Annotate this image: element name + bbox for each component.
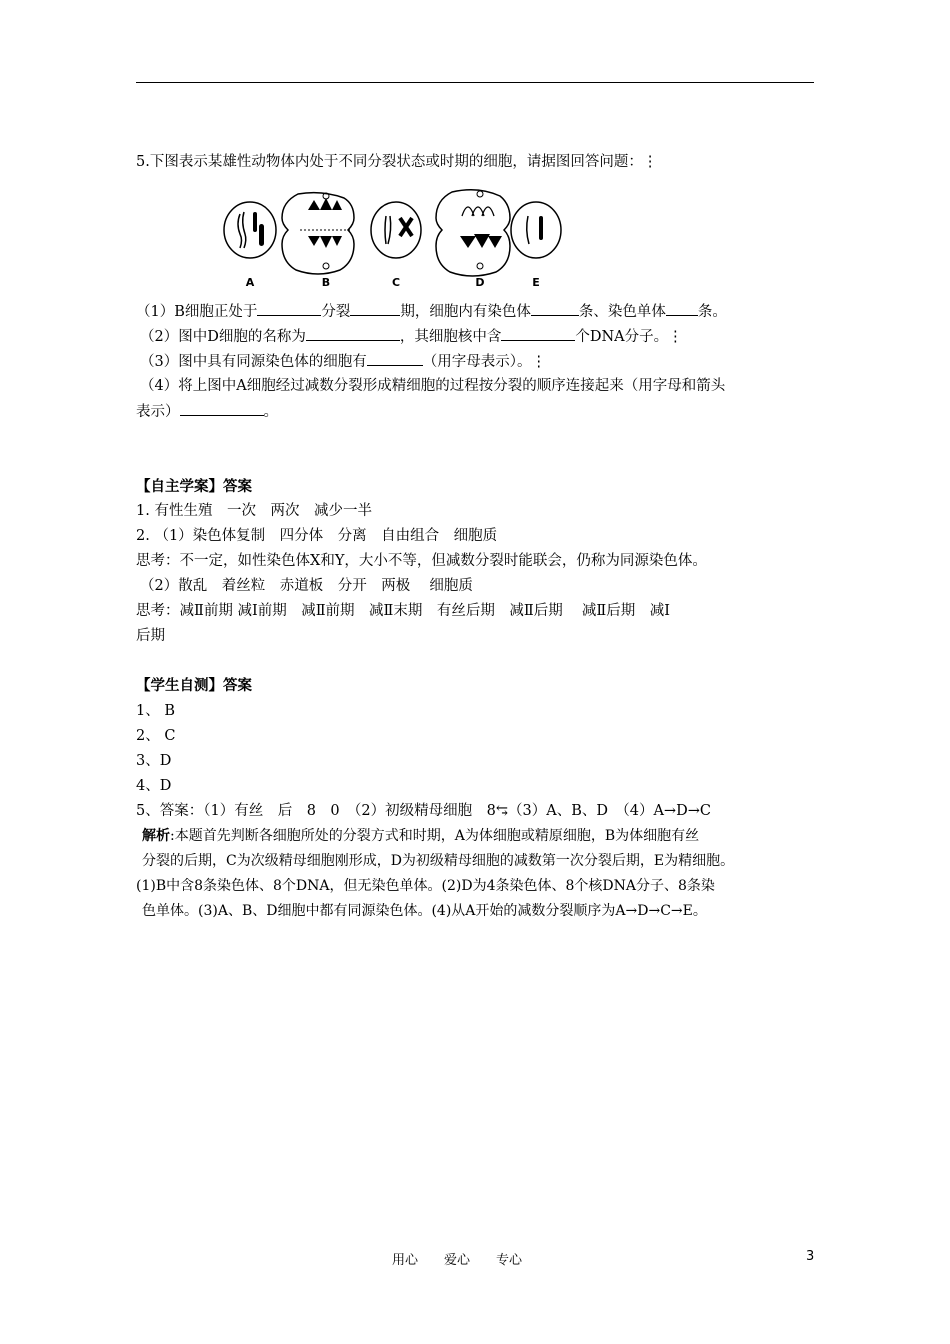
explanation-line: 解析:本题首先判断各细胞所处的分裂方式和时期，A为体细胞或精原细胞，B为体细胞有丝 — [142, 828, 700, 844]
blank-3a — [367, 351, 423, 366]
answer-line: 5、答案：（1）有丝 后 8 0 （2）初级精母细胞 8⥃（3）A、B、D （4）A→D→C — [136, 803, 711, 819]
answer-line: 2. （1）染色体复制 四分体 分离 自由组合 细胞质 — [136, 528, 498, 544]
question-part-4-cont: 表示） 。 — [136, 401, 278, 422]
answer-line: 1、 B — [136, 703, 175, 719]
cell-label-a: A — [245, 276, 255, 289]
header-rule — [136, 82, 814, 83]
question-part-1: （1）B细胞正处于 分裂 期，细胞内有染色体 条、染色单体 条。 — [136, 301, 727, 322]
answer-line: 4、D — [136, 778, 172, 794]
answer-line: 3、D — [136, 753, 172, 769]
cell-label-e: E — [532, 276, 540, 289]
answer-line: 思考：减Ⅱ前期 减Ⅰ前期 减Ⅱ前期 减Ⅱ末期 有丝后期 减Ⅱ后期 减Ⅱ后期 减Ⅰ — [136, 603, 670, 619]
section-heading-zice: 【学生自测】答案 — [136, 678, 252, 694]
question-part-3: （3）图中具有同源染色体的细胞有 （用字母表示）。⋮ — [140, 351, 546, 372]
blank-2a — [306, 326, 400, 341]
cell-label-c: C — [391, 276, 401, 289]
cell-a-diagram — [224, 202, 276, 258]
cell-c-diagram — [371, 202, 421, 258]
cell-division-figure — [216, 186, 576, 290]
blank-4a — [180, 401, 264, 416]
footer-motto: 用心 爱心 专心 — [392, 1253, 523, 1268]
answer-line: 后期 — [136, 628, 165, 644]
explanation-line: (1)B中含8条染色体、8个DNA，但无染色单体。(2)D为4条染色体、8个核DNA分子、8条染 — [136, 878, 715, 894]
cell-d-diagram — [436, 190, 510, 276]
page-number: 3 — [806, 1249, 815, 1264]
cell-b-diagram — [282, 193, 354, 274]
answer-line: 1. 有性生殖 一次 两次 减少一半 — [136, 503, 372, 519]
blank-1c — [531, 301, 579, 316]
explanation-line: 分裂的后期，C为次级精母细胞刚形成，D为初级精母细胞的减数第一次分裂后期，E为精细胞。 — [142, 853, 735, 869]
explanation-line: 色单体。(3)A、B、D细胞中都有同源染色体。(4)从A开始的减数分裂顺序为A→D→C→E。 — [142, 903, 707, 919]
question-title: 5.下图表示某雄性动物体内处于不同分裂状态或时期的细胞，请据图回答问题：⋮ — [136, 154, 658, 170]
answer-line: 2、 C — [136, 728, 176, 744]
answer-line: （2）散乱 着丝粒 赤道板 分开 两极 细胞质 — [140, 578, 473, 594]
section-heading-zizhu: 【自主学案】答案 — [136, 479, 252, 495]
blank-2b — [501, 326, 575, 341]
blank-1b — [350, 301, 400, 316]
question-part-2: （2）图中D细胞的名称为 ，其细胞核中含 个DNA分子。⋮ — [140, 326, 683, 347]
cell-e-diagram — [511, 202, 561, 258]
cell-label-b: B — [321, 276, 331, 289]
answer-line: 思考：不一定，如性染色体X和Y，大小不等，但减数分裂时能联会，仍称为同源染色体。 — [136, 553, 707, 569]
question-part-4: （4）将上图中A细胞经过减数分裂形成精细胞的过程按分裂的顺序连接起来（用字母和箭头 — [140, 378, 726, 394]
cell-label-d: D — [475, 276, 485, 289]
blank-1a — [257, 301, 321, 316]
blank-1d — [666, 301, 698, 316]
